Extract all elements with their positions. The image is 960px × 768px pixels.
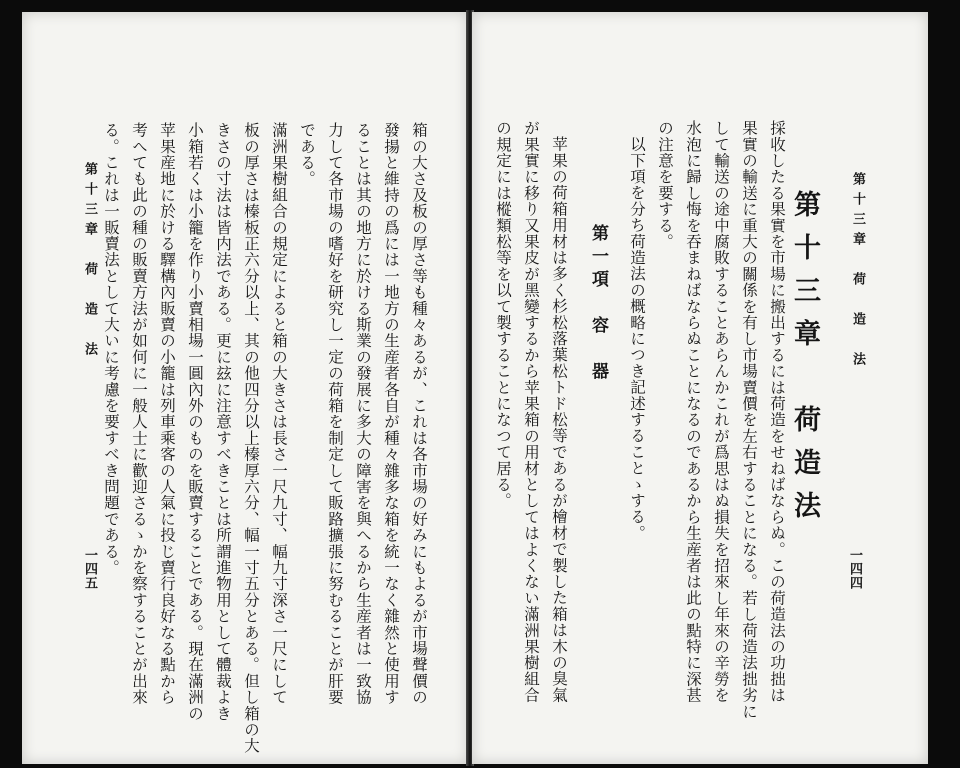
left-line-2: 發揚と維持の爲には一地方の生産者各自が種々雜多な箱を統一なく雜然と使用す <box>382 122 400 706</box>
right-section-line-3: の規定には樅類松等を以て製することになつて居る。 <box>494 120 512 509</box>
left-line-4: 力して各市場の嗜好を研究し一定の荷箱を制定して販路擴張に努むることが肝要 <box>326 122 344 706</box>
section-title: 第一項 容 器 <box>588 224 608 385</box>
left-line-3: ることは其の地方に於ける斯業の發展に多大の障害を與へるから生産者は一致協 <box>354 122 372 706</box>
left-page <box>22 12 468 764</box>
left-line-12: る。これは一販賣法として大いに考慮を要すべき問題である。 <box>102 122 120 576</box>
right-para-line-6: 以下項を分ち荷造法の概略につき記述することゝする。 <box>628 136 646 541</box>
right-para-line-4: 水泡に歸し悔を吞まねばならぬことになるのであるから生産者は此の點特に深甚 <box>684 120 702 704</box>
right-section-line-1: 苹果の荷箱用材は多く杉松落葉松トド松等であるが檜材で製した箱は木の臭氣 <box>550 136 568 703</box>
right-para-line-1: 採收したる果實を市場に搬出するには荷造をせねばならぬ。この荷造法の功拙は <box>768 120 786 704</box>
right-page-number: 一四四 <box>847 548 862 590</box>
left-line-7: 板の厚さは榛板正六分以上、其の他四分以上榛厚六分、幅一寸五分とある。但し箱の大 <box>242 122 260 754</box>
right-page <box>472 12 928 764</box>
right-section-line-2: が果實に移り又果皮が黑變するから苹果箱の用材としてはよくない滿洲果樹組合 <box>522 120 540 704</box>
left-line-9: 小箱若くは小籠を作り小賣相場一圓內外のものを販賣することである。現在滿洲の <box>186 122 204 722</box>
left-line-8: きさの寸法は皆内法である。更に玆に注意すべきことは所謂進物用として體裁よき <box>214 122 232 722</box>
right-para-line-2: 果實の輸送に重大の關係を有し市場賣價を左右することになる。若し荷造法拙劣に <box>740 120 758 720</box>
right-para-line-5: の注意を要する。 <box>656 120 674 250</box>
left-page-number: 一四五 <box>82 548 97 590</box>
left-line-11: 考へても此の種の販賣方法が如何に一般人士に歡迎さるゝかを察することが出來 <box>130 122 148 706</box>
left-line-6: 滿洲果樹組合の規定によると箱の大きさは長さ一尺九寸、幅九寸深さ一尺にして <box>270 122 288 706</box>
right-running-head: 第十三章 荷 造 法 <box>850 172 865 372</box>
chapter-title: 第十三章 荷造法 <box>789 190 820 534</box>
left-running-head: 第十三章 荷 造 法 <box>82 162 97 362</box>
left-line-1: 箱の大さ及板の厚さ等も種々あるが、これは各市場の好みにもよるが市場聲價の <box>410 122 428 706</box>
right-para-line-3: して輸送の途中腐敗することあらんかこれが爲思はぬ損失を招來し年來の辛勞を <box>712 120 730 704</box>
left-line-10: 苹果産地に於ける驛構內販賣の小籠は列車乘客の人氣に投じ賣行良好なる點から <box>158 122 176 706</box>
left-line-5: である。 <box>298 122 316 187</box>
